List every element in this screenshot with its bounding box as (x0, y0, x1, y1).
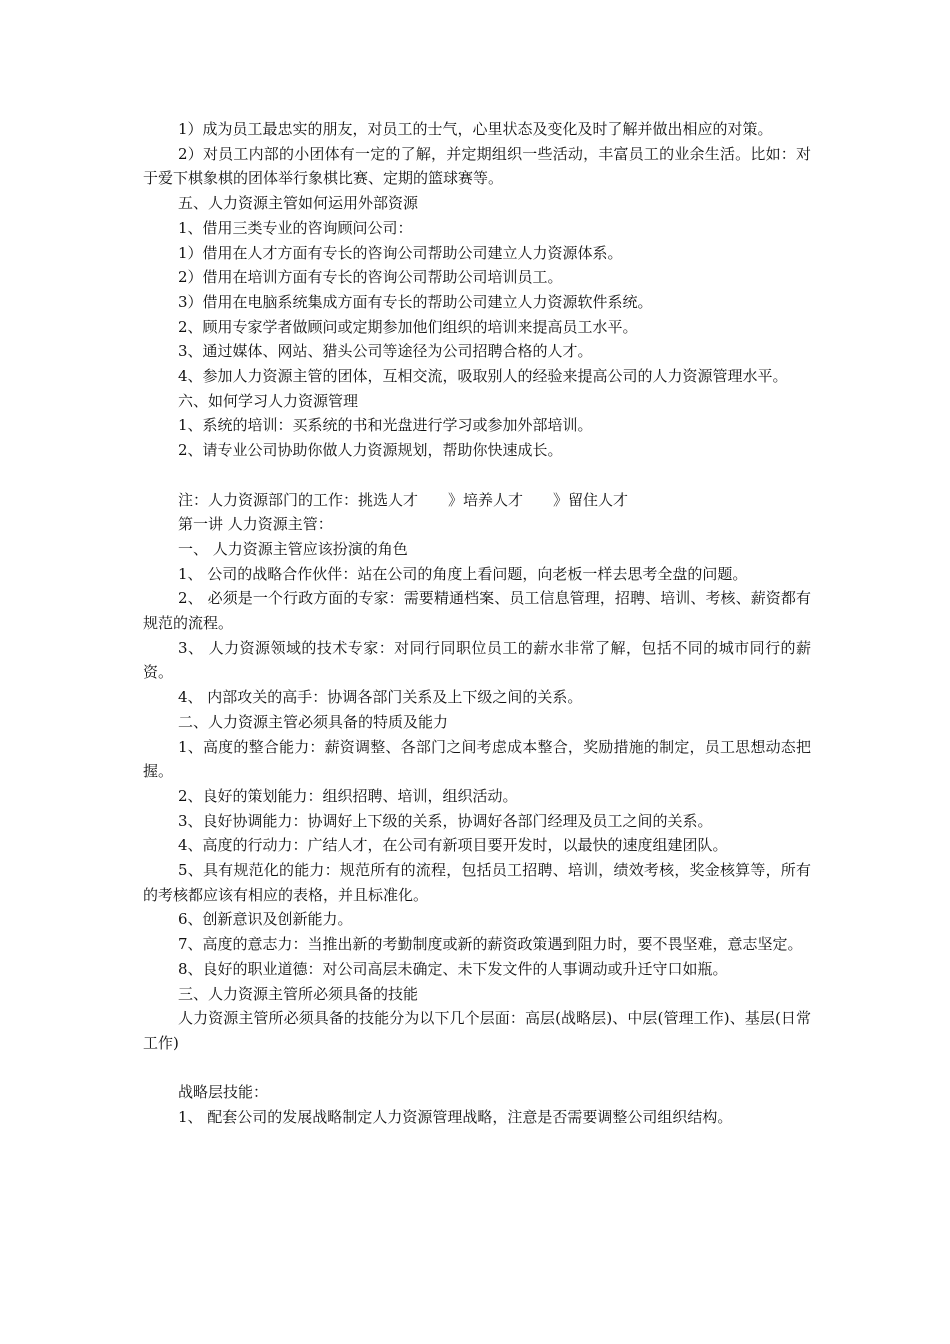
paragraph: 3、通过媒体、网站、猎头公司等途径为公司招聘合格的人才。 (178, 342, 593, 361)
section-heading: 六、如何学习人力资源管理 (178, 391, 359, 410)
paragraph: 1、高度的整合能力：薪资调整、各部门之间考虑成本整合，奖励措施的制定，员工思想动态把握。 (143, 737, 811, 781)
paragraph: 1、 公司的战略合作伙伴：站在公司的角度上看问题，向老板一样去思考全盘的问题。 (178, 564, 748, 583)
note-paragraph: 注：人力资源部门的工作：挑选人才 》培养人才 》留住人才 (178, 490, 629, 509)
section-heading: 一、 人力资源主管应该扮演的角色 (178, 539, 408, 558)
paragraph: 1、系统的培训：买系统的书和光盘进行学习或参加外部培训。 (178, 416, 593, 435)
paragraph: 6、创新意识及创新能力。 (178, 910, 353, 929)
document-body (143, 117, 811, 1130)
paragraph: 4、参加人力资源主管的团体，互相交流，吸取别人的经验来提高公司的人力资源管理水平。 (178, 367, 788, 386)
paragraph: 4、 内部攻关的高手：协调各部门关系及上下级之间的关系。 (178, 688, 583, 707)
lecture-heading: 第一讲 人力资源主管： (178, 515, 333, 534)
paragraph: 3、 人力资源领域的技术专家：对同行同职位员工的薪水非常了解，包括不同的城市同行的薪资。 (143, 638, 811, 682)
section-heading: 五、人力资源主管如何运用外部资源 (178, 194, 419, 213)
section-heading: 二、人力资源主管必须具备的特质及能力 (178, 712, 449, 731)
paragraph: 3）借用在电脑系统集成方面有专长的帮助公司建立人力资源软件系统。 (178, 292, 653, 311)
paragraph: 2、 必须是一个行政方面的专家：需要精通档案、员工信息管理，招聘、培训、考核、薪资都有规范的流程。 (143, 589, 811, 633)
section-heading: 三、人力资源主管所必须具备的技能 (178, 984, 419, 1003)
paragraph: 1）借用在人才方面有专长的咨询公司帮助公司建立人力资源体系。 (178, 243, 623, 262)
paragraph: 1）成为员工最忠实的朋友，对员工的士气，心里状态及变化及时了解并做出相应的对策。 (178, 120, 773, 138)
subheading: 战略层技能： (178, 1083, 269, 1102)
blank-line (143, 1056, 811, 1081)
paragraph: 8、良好的职业道德：对公司高层未确定、未下发文件的人事调动或升迁守口如瓶。 (178, 959, 728, 978)
paragraph: 2、请专业公司协助你做人力资源规划，帮助你快速成长。 (178, 441, 563, 460)
paragraph: 4、高度的行动力：广结人才，在公司有新项目要开发时，以最快的速度组建团队。 (178, 836, 728, 855)
paragraph: 7、高度的意志力：当推出新的考勤制度或新的薪资政策遇到阻力时，要不畏坚难，意志坚定。 (178, 935, 803, 954)
paragraph: 1、 配套公司的发展战略制定人力资源管理战略，注意是否需要调整公司组织结构。 (178, 1108, 733, 1127)
paragraph: 2、顾用专家学者做顾问或定期参加他们组织的培训来提高员工水平。 (178, 317, 638, 336)
paragraph: 2）对员工内部的小团体有一定的了解，并定期组织一些活动，丰富员工的业余生活。比如：对于爱下棋象棋的团体举行象棋比赛、定期的篮球赛等。 (143, 144, 811, 188)
paragraph: 人力资源主管所必须具备的技能分为以下几个层面：高层(战略层)、中层(管理工作)、基层(日常工作) (143, 1009, 811, 1052)
blank-line (143, 463, 811, 488)
paragraph: 2）借用在培训方面有专长的咨询公司帮助公司培训员工。 (178, 268, 563, 287)
paragraph: 3、良好协调能力：协调好上下级的关系，协调好各部门经理及员工之间的关系。 (178, 811, 713, 830)
paragraph: 2、良好的策划能力：组织招聘、培训，组织活动。 (178, 786, 518, 805)
paragraph: 5、具有规范化的能力：规范所有的流程，包括员工招聘、培训，绩效考核，奖金核算等，所有的考核都应该有相应的表格，并且标准化。 (143, 861, 811, 904)
paragraph: 1、借用三类专业的咨询顾问公司： (178, 218, 413, 237)
